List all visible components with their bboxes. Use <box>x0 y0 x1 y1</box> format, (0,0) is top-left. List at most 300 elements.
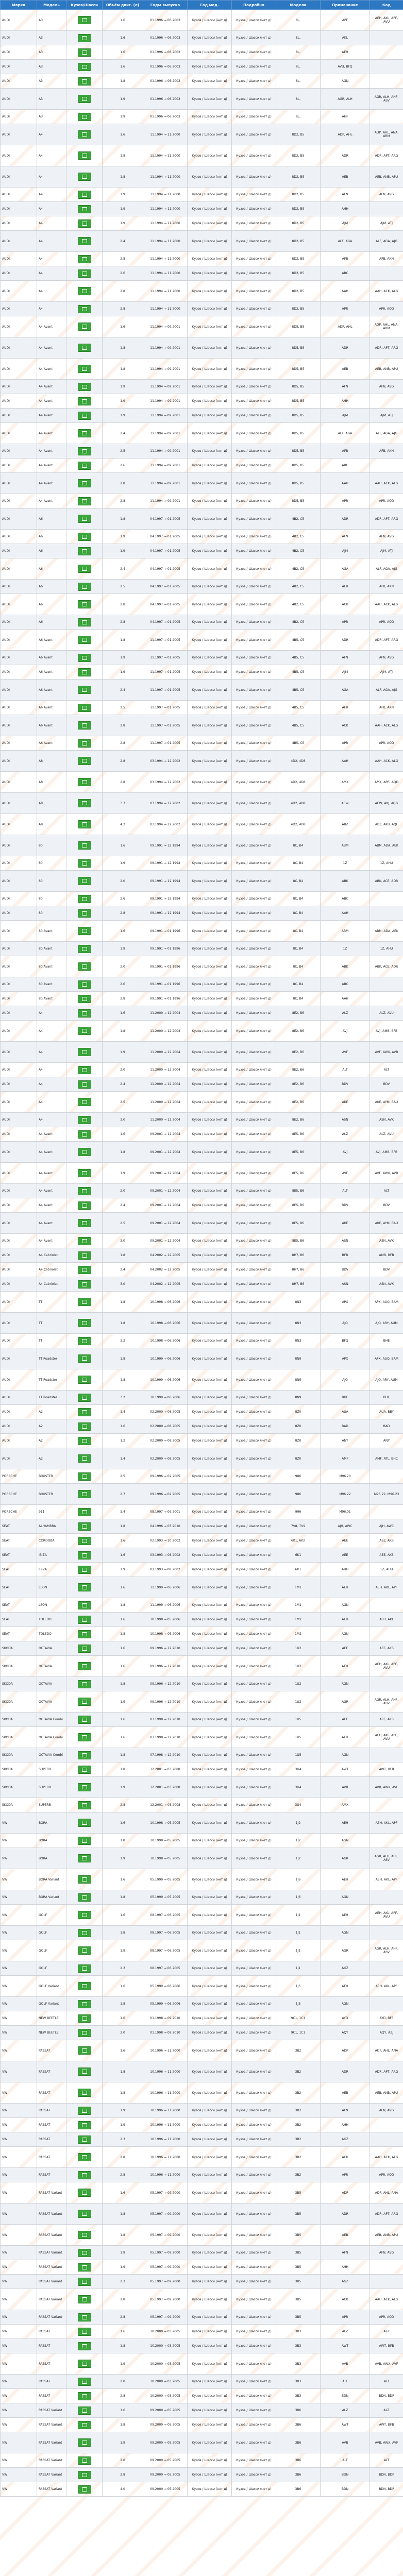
details-icon[interactable] <box>78 2171 91 2179</box>
details-icon[interactable] <box>78 1819 91 1827</box>
details-icon[interactable] <box>78 1964 91 1973</box>
cell-make: AUDI <box>1 906 37 921</box>
cell-engine-volume: 1.6 <box>103 1905 143 1926</box>
details-icon[interactable] <box>78 704 91 712</box>
cell-years: 01.1998 → 09.2010 <box>143 2026 188 2040</box>
details-icon[interactable] <box>78 130 91 139</box>
cell-model: A4 <box>37 281 66 302</box>
details-icon[interactable] <box>78 945 91 953</box>
cell-engine-code: ANY <box>321 1434 370 1448</box>
cell-chassis: Кузов / Шасси (нет д) <box>232 856 276 871</box>
details-icon[interactable] <box>78 1422 91 1431</box>
cell-chassis: Кузов / Шасси (нет д) <box>232 1419 276 1434</box>
cell-chassis: Кузов / Шасси (нет д) <box>232 2104 276 2118</box>
cell-platform: 8D5, B5 <box>276 337 321 359</box>
cell-body: Кузов / Шасси (нет д) <box>188 1348 232 1369</box>
cell-details <box>66 1762 103 1777</box>
details-icon[interactable] <box>78 686 91 694</box>
details-icon[interactable] <box>78 113 91 121</box>
cell-chassis: Кузов / Шасси (нет д) <box>232 1656 276 1677</box>
cell-years: 09.2000 → 05.2005 <box>143 2418 188 2432</box>
cell-details <box>66 1248 103 1263</box>
details-icon[interactable] <box>78 1630 91 1638</box>
details-icon[interactable] <box>78 2067 91 2076</box>
details-icon[interactable] <box>78 1911 91 1919</box>
details-icon[interactable] <box>78 34 91 42</box>
details-icon[interactable] <box>78 600 91 608</box>
details-icon[interactable] <box>78 668 91 676</box>
cell-model: A6 <box>37 580 66 594</box>
cell-model: 80 <box>37 906 66 921</box>
cell-years: 05.1997 → 09.2000 <box>143 2182 188 2204</box>
cell-make: VW <box>1 2147 37 2168</box>
details-icon[interactable] <box>78 820 91 828</box>
details-icon[interactable] <box>78 841 91 850</box>
cell-years: 11.1994 → 09.2001 <box>143 473 188 494</box>
details-icon[interactable] <box>78 1662 91 1670</box>
cell-make: AUDI <box>1 1334 37 1348</box>
cell-engine-volume: 2.4 <box>103 231 143 252</box>
cell-chassis: Кузов / Шасси (нет д) <box>232 558 276 580</box>
cell-engine-volume: 1.9 <box>103 188 143 202</box>
details-icon[interactable] <box>78 778 91 786</box>
details-icon[interactable] <box>78 1645 91 1653</box>
details-icon[interactable] <box>78 219 91 228</box>
details-icon[interactable] <box>78 1680 91 1688</box>
details-icon[interactable] <box>78 1472 91 1481</box>
details-icon[interactable] <box>78 497 91 505</box>
cell-engine-codes: AJM, ATJ <box>370 409 403 423</box>
details-icon[interactable] <box>78 2360 91 2368</box>
table-row <box>1 2389 403 2403</box>
details-icon[interactable] <box>78 95 91 103</box>
cell-engine-codes: APR, AQD <box>370 2168 403 2182</box>
details-icon[interactable] <box>78 1394 91 1402</box>
cell-make: VW <box>1 2453 37 2468</box>
details-icon[interactable] <box>78 429 91 437</box>
details-icon[interactable] <box>78 565 91 573</box>
details-icon[interactable] <box>78 1929 91 1937</box>
details-icon[interactable] <box>78 1201 91 1210</box>
details-icon[interactable] <box>78 412 91 420</box>
details-icon[interactable] <box>78 2189 91 2197</box>
cell-platform: 1U2 <box>276 1677 321 1691</box>
cell-model: A3 <box>37 89 66 110</box>
cell-model: GOLF <box>37 1905 66 1926</box>
cell-make: AUDI <box>1 89 37 110</box>
details-icon[interactable] <box>78 1583 91 1591</box>
cell-model: TT Roadster <box>37 1391 66 1405</box>
table-row <box>1 1748 403 1762</box>
details-icon[interactable] <box>78 462 91 470</box>
details-icon[interactable] <box>78 1875 91 1884</box>
details-icon[interactable] <box>78 799 91 807</box>
table-row <box>1 2403 403 2418</box>
cell-years: 12.2001 → 03.2008 <box>143 1798 188 1812</box>
details-icon[interactable] <box>78 191 91 199</box>
table-row <box>1 2118 403 2132</box>
details-icon[interactable] <box>78 1148 91 1156</box>
details-icon[interactable] <box>78 1946 91 1955</box>
cell-model: ALHAMBRA <box>37 1519 66 1534</box>
cell-engine-code: BDN <box>321 2468 370 2482</box>
cell-chassis: Кузов / Шасси (нет д) <box>232 1021 276 1042</box>
cell-engine-code: ADP, AHL <box>321 124 370 145</box>
cell-body: Кузов / Шасси (нет д) <box>188 1677 232 1691</box>
cell-body: Кузов / Шасси (нет д) <box>188 1905 232 1926</box>
cell-engine-volume: 2.6 <box>103 266 143 281</box>
cell-body: Кузов / Шасси (нет д) <box>188 1548 232 1563</box>
cell-years: 05.1999 → 06.2006 <box>143 1976 188 1997</box>
cell-chassis: Кузов / Шасси (нет д) <box>232 1961 276 1976</box>
cell-engine-codes <box>370 1627 403 1641</box>
cell-details <box>66 835 103 856</box>
details-icon[interactable] <box>78 654 91 662</box>
cell-model: SUPERB <box>37 1762 66 1777</box>
cell-engine-code: AVB <box>321 1777 370 1798</box>
details-icon[interactable] <box>78 2046 91 2055</box>
details-icon[interactable] <box>78 2378 91 2386</box>
details-icon[interactable] <box>78 2263 91 2272</box>
cell-engine-code: AEH <box>321 1727 370 1748</box>
cell-engine-code: AHF <box>321 110 370 124</box>
cell-make: VW <box>1 2082 37 2104</box>
details-icon[interactable] <box>78 515 91 523</box>
header-cell: Год мод. <box>188 1 232 10</box>
details-icon[interactable] <box>78 16 91 24</box>
details-icon[interactable] <box>78 2485 91 2494</box>
cell-engine-code: AGN <box>321 1677 370 1691</box>
cell-years: 03.1993 → 08.2002 <box>143 1563 188 1577</box>
cell-details <box>66 772 103 793</box>
details-icon[interactable] <box>78 205 91 213</box>
details-icon[interactable] <box>78 2438 91 2447</box>
details-icon[interactable] <box>78 2210 91 2218</box>
details-icon[interactable] <box>78 1130 91 1139</box>
details-icon[interactable] <box>78 895 91 903</box>
cell-model: A4 <box>37 252 66 266</box>
cell-model: BORA <box>37 1848 66 1869</box>
cell-details <box>66 1484 103 1505</box>
details-icon[interactable] <box>78 1733 91 1741</box>
details-icon[interactable] <box>78 48 91 57</box>
cell-engine-volume: 1.6 <box>103 1641 143 1656</box>
cell-engine-volume: 3.2 <box>103 1391 143 1405</box>
cell-body: Кузов / Шасси (нет д) <box>188 793 232 814</box>
cell-details <box>66 580 103 594</box>
details-icon[interactable] <box>78 2249 91 2257</box>
details-icon[interactable] <box>78 365 91 373</box>
cell-engine-code: AGA <box>321 558 370 580</box>
details-icon[interactable] <box>78 859 91 868</box>
cell-years: 11.1997 → 01.2005 <box>143 665 188 680</box>
cell-engine-volume: 1.9 <box>103 2118 143 2132</box>
cell-body: Кузов / Шасси (нет д) <box>188 1613 232 1627</box>
details-icon[interactable] <box>78 1280 91 1289</box>
cell-details <box>66 216 103 231</box>
cell-engine-codes: APR, AQD <box>370 615 403 630</box>
cell-model: A4 <box>37 188 66 202</box>
cell-body: Кузов / Шасси (нет д) <box>188 2468 232 2482</box>
details-icon[interactable] <box>78 1716 91 1724</box>
details-icon[interactable] <box>78 2406 91 2415</box>
cell-platform: 3B3 <box>276 2353 321 2375</box>
details-icon[interactable] <box>78 877 91 885</box>
details-icon[interactable] <box>78 1537 91 1545</box>
details-icon[interactable] <box>78 1098 91 1106</box>
details-icon[interactable] <box>78 1854 91 1862</box>
cell-years: 10.1998 → 05.2006 <box>143 1613 188 1627</box>
details-icon[interactable] <box>78 1837 91 1845</box>
details-icon[interactable] <box>78 1187 91 1195</box>
details-icon[interactable] <box>78 1298 91 1306</box>
cell-make: SEAT <box>1 1534 37 1548</box>
details-icon[interactable] <box>78 1237 91 1245</box>
cell-make: AUDI <box>1 166 37 188</box>
cell-engine-codes: BHE <box>370 1334 403 1348</box>
cell-engine-codes: AFB, AKN <box>370 701 403 715</box>
cell-engine-volume: 3.2 <box>103 1334 143 1348</box>
cell-years: 11.1994 → 09.2001 <box>143 359 188 380</box>
cell-chassis: Кузов / Шасси (нет д) <box>232 2310 276 2325</box>
details-icon[interactable] <box>78 636 91 644</box>
cell-engine-codes: AAH, ACK, ALG <box>370 281 403 302</box>
details-icon[interactable] <box>78 1066 91 1074</box>
cell-body: Кузов / Шасси (нет д) <box>188 1834 232 1848</box>
cell-years: 11.1997 → 01.2005 <box>143 736 188 751</box>
cell-years: 10.2000 → 03.2005 <box>143 2389 188 2403</box>
details-icon[interactable] <box>78 305 91 313</box>
cell-details <box>66 715 103 736</box>
details-icon[interactable] <box>78 447 91 455</box>
details-icon[interactable] <box>78 2153 91 2161</box>
details-icon[interactable] <box>78 962 91 971</box>
details-icon[interactable] <box>78 1982 91 1990</box>
details-icon[interactable] <box>78 1080 91 1089</box>
cell-engine-code: AEH <box>321 1812 370 1834</box>
details-icon[interactable] <box>78 980 91 989</box>
cell-platform: 3U4 <box>276 1762 321 1777</box>
cell-model: PASSAT Variant <box>37 2453 66 2468</box>
cell-details <box>66 1021 103 1042</box>
cell-engine-volume: 1.9 <box>103 1777 143 1798</box>
details-icon[interactable] <box>78 927 91 935</box>
cell-engine-volume: 1.8 <box>103 630 143 651</box>
details-icon[interactable] <box>78 1116 91 1124</box>
details-icon[interactable] <box>78 173 91 181</box>
cell-years: 10.1998 → 06.2006 <box>143 1313 188 1334</box>
cell-engine-codes: APR, AQD <box>370 736 403 751</box>
table-row <box>1 906 403 921</box>
cell-model: PASSAT <box>37 2082 66 2104</box>
details-icon[interactable] <box>78 2328 91 2336</box>
details-icon[interactable] <box>78 2136 91 2144</box>
details-icon[interactable] <box>78 1337 91 1345</box>
details-icon[interactable] <box>78 269 91 278</box>
details-icon[interactable] <box>78 1616 91 1624</box>
details-icon[interactable] <box>78 1048 91 1056</box>
details-icon[interactable] <box>78 1454 91 1463</box>
details-icon[interactable] <box>78 397 91 405</box>
cell-engine-codes <box>370 202 403 216</box>
cell-engine-codes <box>370 394 403 409</box>
details-icon[interactable] <box>78 2313 91 2321</box>
details-icon[interactable] <box>78 2278 91 2286</box>
details-icon[interactable] <box>78 1354 91 1363</box>
cell-body: Кузов / Шасси (нет д) <box>188 188 232 202</box>
cell-engine-code: ASN <box>321 1234 370 1248</box>
table-row <box>1 337 403 359</box>
details-icon[interactable] <box>78 1601 91 1609</box>
cell-model: 80 Avant <box>37 977 66 992</box>
details-icon[interactable] <box>78 1801 91 1809</box>
details-icon[interactable] <box>78 2421 91 2429</box>
cell-make: VW <box>1 2482 37 2497</box>
details-icon[interactable] <box>78 151 91 160</box>
details-icon[interactable] <box>78 1783 91 1791</box>
cell-make: AUDI <box>1 252 37 266</box>
cell-years: 11.1994 → 11.2000 <box>143 216 188 231</box>
details-icon[interactable] <box>78 1490 91 1498</box>
details-icon[interactable] <box>78 1508 91 1516</box>
details-icon[interactable] <box>78 323 91 331</box>
cell-engine-codes: ADR, APT, ARG <box>370 509 403 530</box>
details-icon[interactable] <box>78 1169 91 1177</box>
cell-years: 11.2000 → 12.2004 <box>143 1042 188 1063</box>
cell-body: Кузов / Шасси (нет д) <box>188 2260 232 2275</box>
details-icon[interactable] <box>78 1251 91 1260</box>
details-icon[interactable] <box>78 1219 91 1227</box>
details-icon[interactable] <box>78 618 91 626</box>
details-icon[interactable] <box>78 2107 91 2115</box>
cell-engine-code: AWT <box>321 2339 370 2353</box>
details-icon[interactable] <box>78 909 91 918</box>
cell-make: VW <box>1 2118 37 2132</box>
header-cell: Код <box>370 1 403 10</box>
cell-body: Кузов / Шасси (нет д) <box>188 1006 232 1021</box>
table-row <box>1 1063 403 1077</box>
details-icon[interactable] <box>78 1266 91 1274</box>
cell-make: AUDI <box>1 558 37 580</box>
cell-engine-volume: 1.6 <box>103 316 143 337</box>
details-icon[interactable] <box>78 547 91 555</box>
cell-details <box>66 2132 103 2147</box>
cell-body: Кузов / Шасси (нет д) <box>188 1277 232 1292</box>
details-icon[interactable] <box>78 2471 91 2479</box>
details-icon[interactable] <box>78 63 91 71</box>
cell-body: Кузов / Шасси (нет д) <box>188 60 232 74</box>
details-icon[interactable] <box>78 2342 91 2350</box>
cell-years: 09.2001 → 12.2004 <box>143 1142 188 1163</box>
details-icon[interactable] <box>78 1437 91 1445</box>
details-icon[interactable] <box>78 479 91 487</box>
cell-chassis: Кузов / Шасси (нет д) <box>232 2118 276 2132</box>
details-icon[interactable] <box>78 255 91 263</box>
cell-engine-code: AQY <box>321 2026 370 2040</box>
cell-model: A4 <box>37 1092 66 1113</box>
details-icon[interactable] <box>78 1408 91 1416</box>
details-icon[interactable] <box>78 2392 91 2400</box>
cell-chassis: Кузов / Шасси (нет д) <box>232 1142 276 1163</box>
details-icon[interactable] <box>78 1319 91 1327</box>
cell-platform: 8L, <box>276 31 321 45</box>
cell-platform: 8D2, B5 <box>276 188 321 202</box>
cell-chassis: Кузов / Шасси (нет д) <box>232 1484 276 1505</box>
table-row <box>1 1713 403 1727</box>
cell-model: PASSAT <box>37 2104 66 2118</box>
details-icon[interactable] <box>78 383 91 391</box>
details-icon[interactable] <box>78 533 91 541</box>
details-icon[interactable] <box>78 287 91 295</box>
cell-model: 80 <box>37 835 66 856</box>
details-icon[interactable] <box>78 2231 91 2239</box>
cell-body: Кузов / Шасси (нет д) <box>188 1077 232 1092</box>
details-icon[interactable] <box>78 77 91 86</box>
cell-engine-code: AEW <box>321 793 370 814</box>
details-icon[interactable] <box>78 237 91 245</box>
details-icon[interactable] <box>78 2121 91 2129</box>
cell-engine-code: AEH <box>321 1613 370 1627</box>
details-icon[interactable] <box>78 2014 91 2023</box>
details-icon[interactable] <box>78 1893 91 1902</box>
details-icon[interactable] <box>78 1551 91 1560</box>
details-icon[interactable] <box>78 757 91 765</box>
cell-years: 04.1997 → 01.2005 <box>143 558 188 580</box>
table-row <box>1 1405 403 1419</box>
cell-years: 01.1996 → 06.2003 <box>143 74 188 89</box>
details-icon[interactable] <box>78 1009 91 1018</box>
details-icon[interactable] <box>78 2089 91 2097</box>
details-icon[interactable] <box>78 1522 91 1531</box>
details-icon[interactable] <box>78 995 91 1003</box>
cell-years: 09.2001 → 12.2004 <box>143 1234 188 1248</box>
details-icon[interactable] <box>78 583 91 591</box>
details-icon[interactable] <box>78 1766 91 1774</box>
cell-body: Кузов / Шасси (нет д) <box>188 1812 232 1834</box>
details-icon[interactable] <box>78 2000 91 2008</box>
cell-years: 10.1996 → 11.2000 <box>143 2040 188 2061</box>
cell-platform: 4B5, C5 <box>276 665 321 680</box>
details-icon[interactable] <box>78 1751 91 1759</box>
cell-details <box>66 2118 103 2132</box>
cell-make: SKODA <box>1 1677 37 1691</box>
cell-make: SKODA <box>1 1777 37 1798</box>
details-icon[interactable] <box>78 344 91 352</box>
cell-engine-volume: 1.6 <box>103 60 143 74</box>
details-icon[interactable] <box>78 1027 91 1035</box>
cell-engine-volume: 1.9 <box>103 2353 143 2375</box>
cell-engine-codes <box>370 1469 403 1484</box>
details-icon[interactable] <box>78 721 91 730</box>
cell-make: VW <box>1 1834 37 1848</box>
cell-engine-code: AGN <box>321 1997 370 2011</box>
details-icon[interactable] <box>78 1376 91 1384</box>
cell-body: Кузов / Шасси (нет д) <box>188 2325 232 2339</box>
cell-engine-codes <box>370 1961 403 1976</box>
cell-model: A6 Avant <box>37 665 66 680</box>
details-icon[interactable] <box>78 739 91 748</box>
cell-engine-codes <box>370 459 403 473</box>
table-row <box>1 2040 403 2061</box>
details-icon[interactable] <box>78 2295 91 2303</box>
details-icon[interactable] <box>78 1566 91 1574</box>
cell-body: Кузов / Шасси (нет д) <box>188 977 232 992</box>
details-icon[interactable] <box>78 2456 91 2465</box>
details-icon[interactable] <box>78 2029 91 2037</box>
details-icon[interactable] <box>78 1698 91 1706</box>
cell-years: 09.2001 → 12.2004 <box>143 1213 188 1234</box>
cell-years: 04.1997 → 01.2005 <box>143 544 188 558</box>
